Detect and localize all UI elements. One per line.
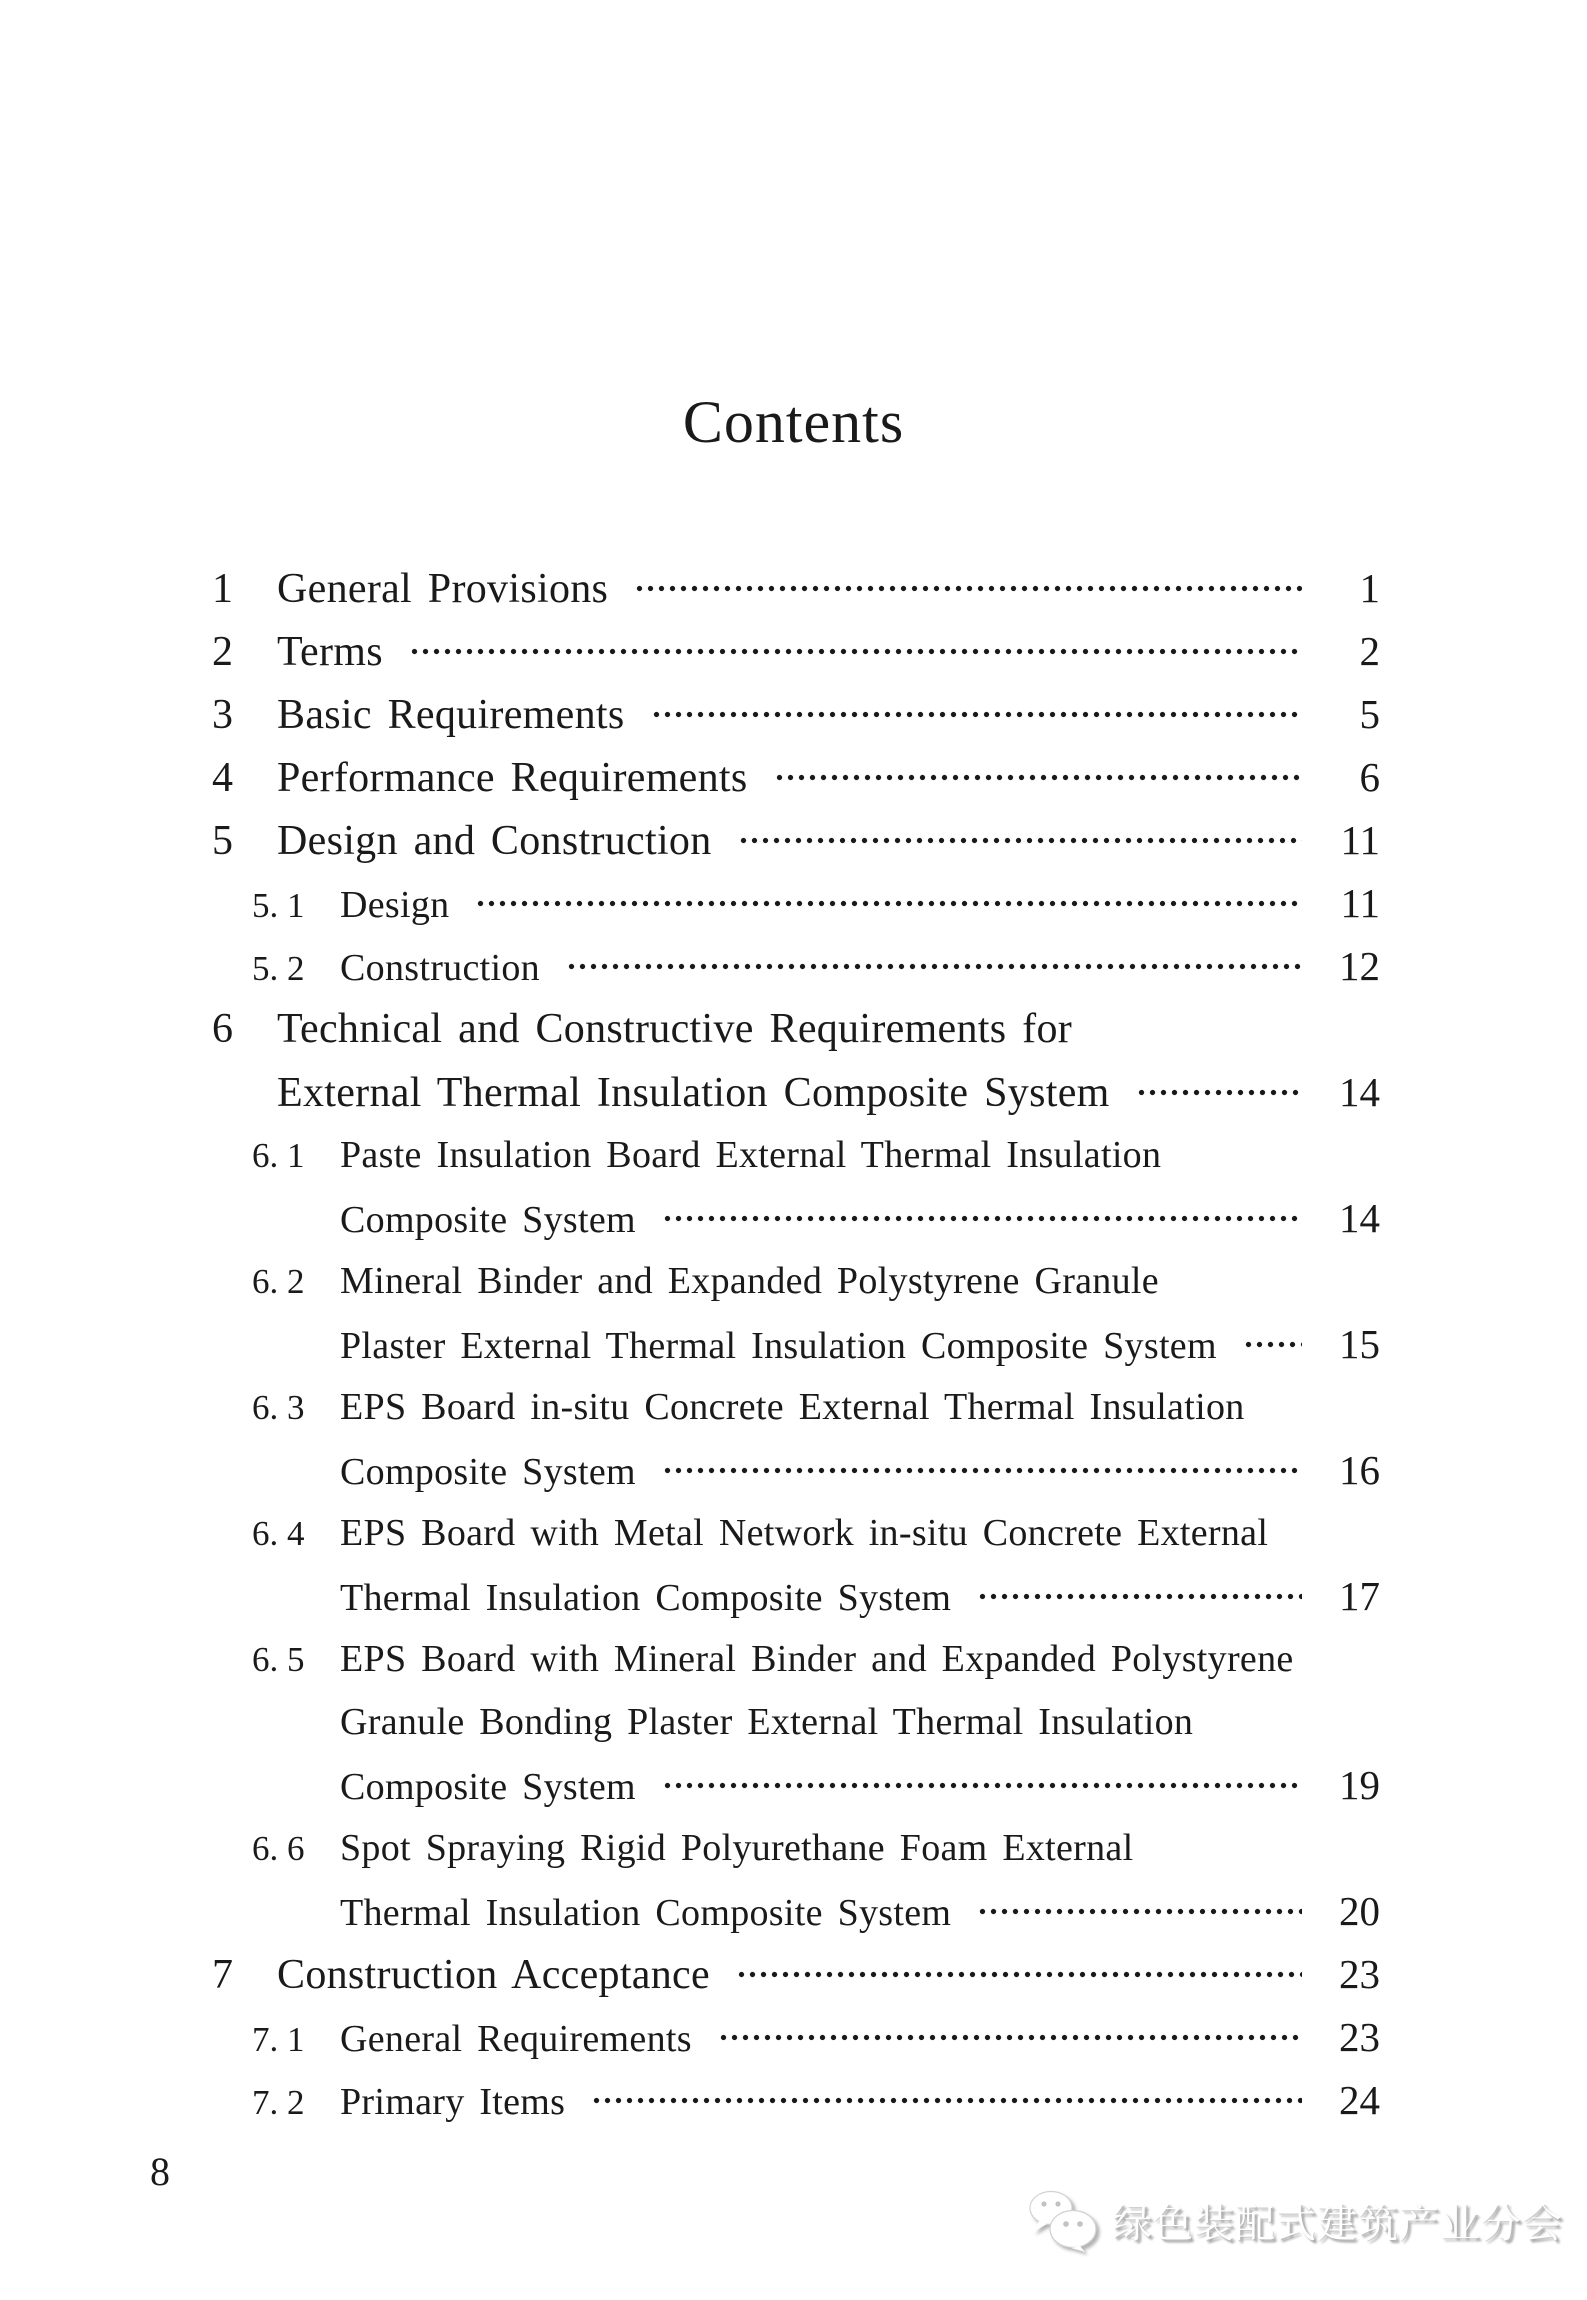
toc-list (212, 557, 1380, 2132)
toc-entry-page: 2 (1359, 628, 1380, 674)
toc-entry-line (212, 1754, 1380, 1817)
toc-entry-label: Paste Insulation Board External Thermal Insulation (340, 1134, 1162, 1176)
toc-entry-number: 6. 4 (252, 1514, 305, 1553)
toc-entry-line (212, 746, 1380, 809)
toc-entry-line (212, 1250, 1380, 1313)
toc-entry-number: 7. 1 (252, 2020, 305, 2059)
toc-entry-line (212, 1061, 1380, 1124)
toc-entry-label: Granule Bonding Plaster External Thermal Insulation (340, 1701, 1194, 1743)
toc-entry-label: External Thermal Insulation Composite System (277, 1070, 1110, 1116)
toc-entry-label: Thermal Insulation Composite System (340, 1577, 952, 1619)
toc-dot-leader (1243, 1340, 1302, 1349)
toc-entry-line (212, 2069, 1380, 2132)
toc-entry-line (212, 2006, 1380, 2069)
toc-entry-label: Thermal Insulation Composite System (340, 1892, 952, 1934)
toc-entry-page: 17 (1339, 1573, 1380, 1619)
toc-entry-number: 2 (212, 629, 233, 675)
toc-entry-label: Design and Construction (277, 818, 712, 864)
toc-entry-line (212, 935, 1380, 998)
toc-entry-number: 6. 6 (252, 1829, 305, 1868)
toc-entry-number: 6. 2 (252, 1262, 305, 1301)
toc-entry-page: 6 (1359, 754, 1380, 800)
toc-entry-label: Technical and Constructive Requirements for (277, 1006, 1073, 1052)
toc-entry-number: 1 (212, 566, 233, 612)
toc-dot-leader (738, 836, 1302, 845)
wechat-icon (1028, 2190, 1098, 2257)
toc-entry-line (212, 1628, 1380, 1691)
toc-dot-leader (977, 1592, 1302, 1601)
toc-entry-label: EPS Board with Mineral Binder and Expanded Polystyrene (340, 1638, 1294, 1680)
toc-entry-number: 7 (212, 1952, 233, 1998)
toc-dot-leader (662, 1781, 1302, 1790)
toc-entry-page: 16 (1339, 1447, 1380, 1493)
toc-entry-line (212, 872, 1380, 935)
toc-dot-leader (651, 710, 1303, 719)
toc-entry-page: 11 (1340, 817, 1380, 863)
toc-entry-number: 6. 1 (252, 1136, 305, 1175)
toc-dot-leader (662, 1214, 1302, 1223)
toc-entry-page: 14 (1339, 1069, 1380, 1115)
toc-dot-leader (977, 1907, 1302, 1916)
watermark-text: 绿色装配式建筑产业分会 (1112, 2200, 1563, 2247)
page-title: Contents (682, 389, 905, 455)
toc-entry-label: EPS Board with Metal Network in-situ Concrete External (340, 1512, 1269, 1554)
toc-entry-page: 19 (1339, 1762, 1380, 1808)
toc-entry-line (212, 557, 1380, 620)
toc-entry-line (212, 998, 1380, 1061)
toc-dot-leader (566, 962, 1302, 971)
toc-dot-leader (718, 2033, 1302, 2042)
toc-entry-label: Primary Items (340, 2081, 566, 2123)
toc-entry-label: Basic Requirements (277, 692, 625, 738)
toc-entry-number: 6 (212, 1006, 233, 1052)
toc-entry-page: 11 (1340, 880, 1380, 926)
toc-entry-page: 12 (1339, 943, 1380, 989)
toc-entry-number: 6. 5 (252, 1640, 305, 1679)
toc-entry-label: Performance Requirements (277, 755, 748, 801)
toc-entry-label: Construction (340, 947, 540, 989)
toc-entry-label: Terms (277, 629, 383, 675)
toc-entry-line (212, 1313, 1380, 1376)
toc-entry-label: Composite System (340, 1766, 636, 1808)
toc-dot-leader (409, 647, 1302, 656)
toc-dot-leader (662, 1466, 1302, 1475)
toc-dot-leader (634, 584, 1302, 593)
toc-entry-line (212, 1124, 1380, 1187)
watermark (1028, 2190, 1563, 2257)
toc-entry-number: 4 (212, 755, 233, 801)
toc-entry-label: EPS Board in-situ Concrete External Thermal Insulation (340, 1386, 1245, 1428)
toc-entry-line (212, 1880, 1380, 1943)
toc-entry-line (212, 1691, 1380, 1754)
toc-entry-line (212, 1439, 1380, 1502)
toc-entry-number: 7. 2 (252, 2083, 305, 2122)
toc-entry-label: Spot Spraying Rigid Polyurethane Foam External (340, 1827, 1134, 1869)
toc-entry-page: 15 (1339, 1321, 1380, 1367)
toc-entry-number: 5. 1 (252, 886, 305, 925)
toc-entry-label: Mineral Binder and Expanded Polystyrene Granule (340, 1260, 1159, 1302)
toc-dot-leader (1136, 1088, 1302, 1097)
toc-entry-label: Composite System (340, 1199, 636, 1241)
toc-entry-line (212, 1502, 1380, 1565)
toc-dot-leader (591, 2096, 1302, 2105)
toc-entry-line (212, 1565, 1380, 1628)
toc-dot-leader (774, 773, 1302, 782)
toc-entry-page: 1 (1359, 565, 1380, 611)
toc-entry-page: 20 (1339, 1888, 1380, 1934)
toc-entry-page: 5 (1359, 691, 1380, 737)
toc-entry-page: 24 (1339, 2077, 1380, 2123)
toc-entry-line (212, 1376, 1380, 1439)
toc-entry-label: Composite System (340, 1451, 636, 1493)
toc-entry-label: Construction Acceptance (277, 1952, 710, 1998)
toc-entry-page: 23 (1339, 2014, 1380, 2060)
toc-entry-number: 3 (212, 692, 233, 738)
toc-entry-line (212, 620, 1380, 683)
toc-entry-number: 5. 2 (252, 949, 305, 988)
toc-entry-label: General Requirements (340, 2018, 692, 2060)
toc-entry-label: Design (340, 884, 450, 926)
toc-dot-leader (475, 899, 1302, 908)
toc-entry-line (212, 1187, 1380, 1250)
footer-page-number: 8 (150, 2149, 170, 2194)
toc-entry-page: 23 (1339, 1951, 1380, 1997)
toc-entry-line (212, 1943, 1380, 2006)
toc-dot-leader (736, 1970, 1302, 1979)
toc-entry-page: 14 (1339, 1195, 1380, 1241)
toc-entry-line (212, 809, 1380, 872)
toc-entry-number: 5 (212, 818, 233, 864)
toc-entry-label: Plaster External Thermal Insulation Composite System (340, 1325, 1217, 1367)
toc-entry-line (212, 1817, 1380, 1880)
toc-entry-line (212, 683, 1380, 746)
toc-entry-label: General Provisions (277, 566, 609, 612)
toc-entry-number: 6. 3 (252, 1388, 305, 1427)
